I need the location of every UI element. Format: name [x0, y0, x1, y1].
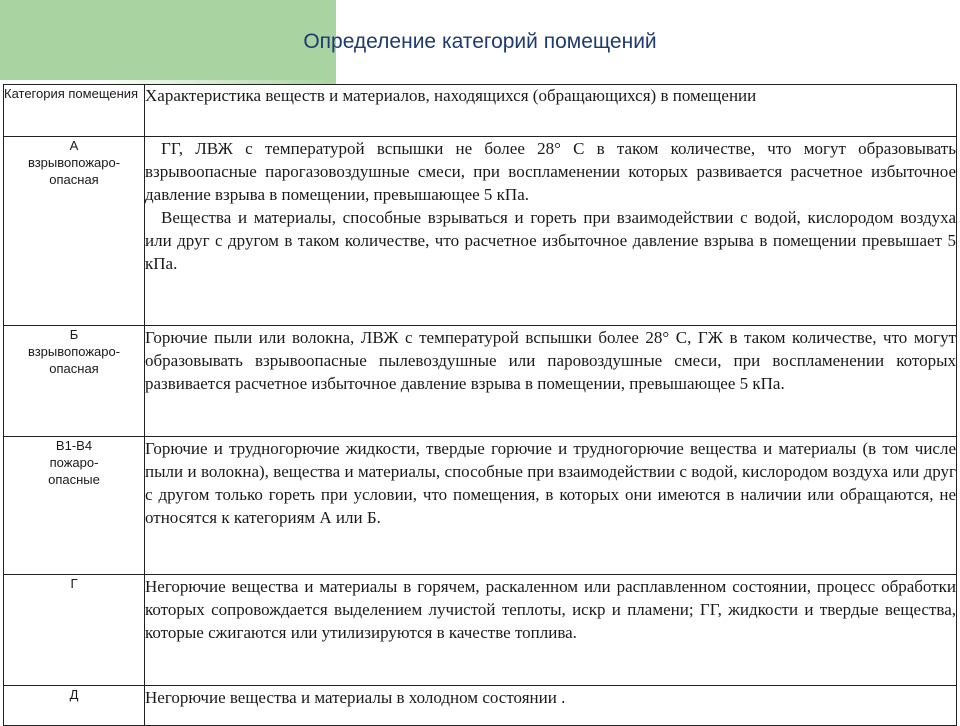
- category-table: [3, 84, 957, 726]
- description-paragraph: Негорючие вещества и материалы в горячем, раскаленном или расплавленном состоянии, процесс обработки которых сопровождается выделением лучистой теплоты, искр и пламени; ГГ, жидкости и твердые вещества, которые сжигаются или утилизируются в качестве топлива.: [145, 577, 956, 642]
- category-letter: А: [69, 138, 79, 153]
- category-letter: Г: [70, 576, 78, 591]
- page-title: Определение категорий помещений: [303, 30, 657, 53]
- description-cell: [145, 137, 957, 326]
- description-cell: [145, 437, 957, 575]
- description-paragraph: ГГ, ЛВЖ с температурой вспышки не более 28° С в таком количестве, что могут образовывать взрывоопасные парогазовоздушные смеси, при воспламенении которых развивается расчетное избыточное давление взрыва в помещении, превышающее 5 кПа.: [145, 139, 956, 204]
- category-type: опасная: [49, 172, 99, 187]
- category-cell: [4, 137, 145, 326]
- category-cell: [4, 437, 145, 575]
- category-type: взрывопожаро-: [27, 344, 121, 359]
- table-header-row: [4, 85, 957, 137]
- table-row: [4, 137, 957, 326]
- description-cell: [145, 326, 957, 437]
- category-type: взрывопожаро-: [27, 155, 121, 170]
- table-row: [4, 575, 957, 686]
- description-paragraph: Вещества и материалы, способные взрываться и гореть при взаимодействии с водой, кислородом воздуха или друг с другом в таком количестве, что расчетное избыточное давление взрыва в помещении превышает 5 кПа.: [145, 208, 956, 273]
- description-paragraph: Негорючие вещества и материалы в холодном состоянии .: [145, 688, 566, 707]
- description-cell: [145, 575, 957, 686]
- category-cell: [4, 575, 145, 686]
- category-type: опасные: [48, 472, 100, 487]
- table-row: [4, 437, 957, 575]
- table-row: [4, 326, 957, 437]
- category-letter: Б: [69, 327, 79, 342]
- category-letter: Д: [69, 687, 79, 702]
- description-paragraph: Горючие и трудногорючие жидкости, твердые горючие и трудногорючие вещества и материалы (в том числе пыли и волокна), вещества и материалы, способные при взаимодействии с водой, кислородом воздуха или друг с другом только гореть при условии, что помещения, в которых они имеются в наличии или обращаются, не относятся к категориям А или Б.: [145, 439, 956, 527]
- header-category: Категория помещения: [4, 85, 145, 137]
- category-type: опасная: [49, 361, 99, 376]
- description-paragraph: Горючие пыли или волокна, ЛВЖ с температурой вспышки более 28° С, ГЖ в таком количестве, что могут образовывать взрывоопасные пылевоздушные или паровоздушные смеси, при воспламенении которых развивается расчетное избыточное давление взрыва в помещении, превышающее 5 кПа.: [145, 328, 956, 393]
- header-description: Характеристика веществ и материалов, находящихся (обращающихся) в помещении: [145, 85, 957, 137]
- category-type: пожаро-: [49, 455, 99, 470]
- category-letter: В1-В4: [55, 438, 93, 453]
- category-cell: [4, 326, 145, 437]
